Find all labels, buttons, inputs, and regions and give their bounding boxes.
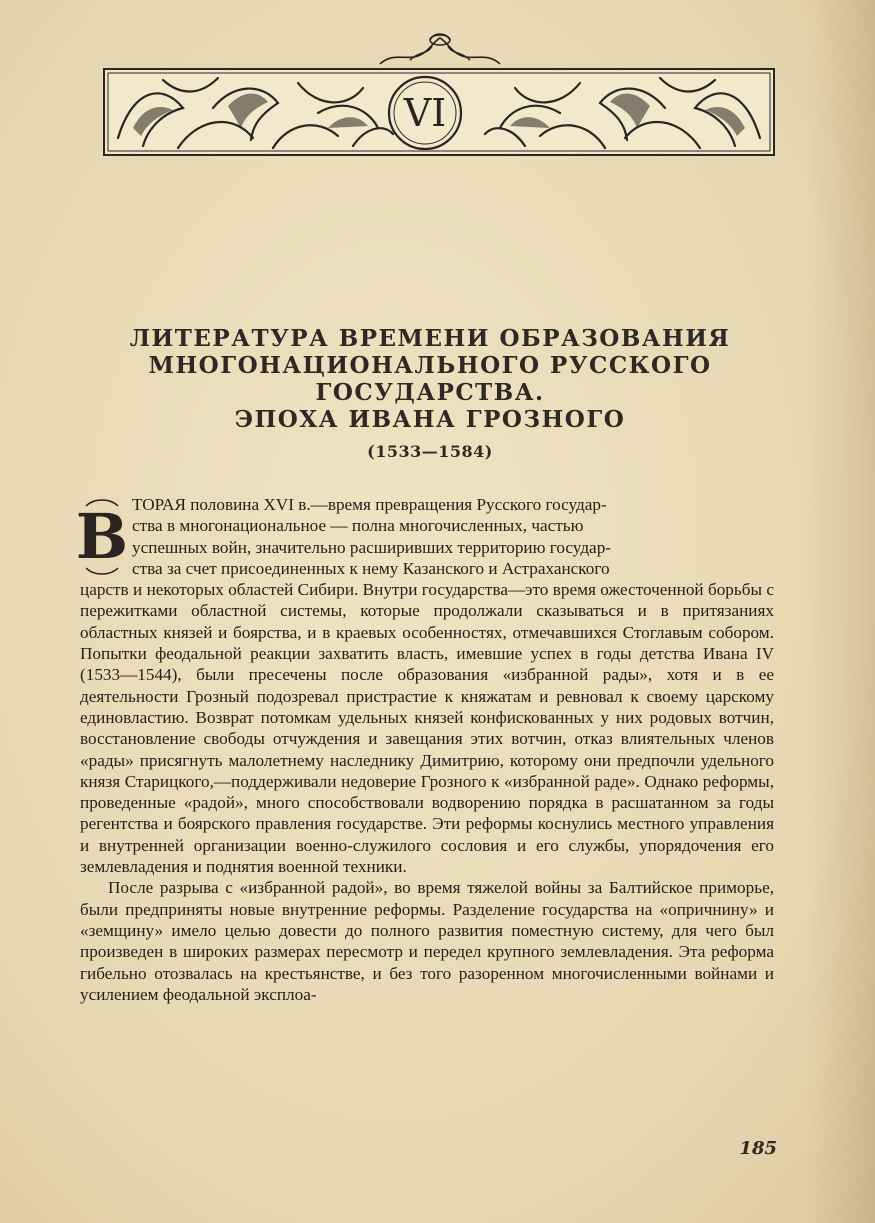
title-line: ЭПОХА ИВАНА ГРОЗНОГО [234, 406, 626, 433]
dropcap-letter: В [75, 500, 129, 573]
top-scroll-ornament [370, 30, 510, 70]
page-number: 185 [739, 1138, 777, 1159]
page-edge-shadow [805, 0, 875, 1223]
title-line: ГОСУДАРСТВА. [315, 379, 545, 406]
body-line: ТОРАЯ половина XVI в.—время превращения Русского государ- [132, 495, 607, 514]
title-line: МНОГОНАЦИОНАЛЬНОГО РУССКОГО [148, 352, 712, 379]
title-years: (1533—1584) [367, 442, 493, 461]
title-line: ЛИТЕРАТУРА ВРЕМЕНИ ОБРАЗОВАНИЯ [129, 325, 731, 352]
chapter-numeral: VI [403, 91, 447, 135]
body-line: ства за счет присоединенных к нему Казанского и Астраханского [132, 558, 610, 578]
chapter-title [80, 325, 780, 461]
paragraph: После разрыва с «избранной радой», во время тяжелой войны за Балтийское приморье, были предприняты новые внутренние реформы. Разделение государства на «опричнину» и «земщину» имело целью довести до полного развития поместную систему, для чего был произведен в широких размерах пересмотр и передел крупного землевладения. Эта реформа гибельно отозвалась на крестьянстве, и без того разоренном многочисленными войнами и усилением феодальной эксплоа- [80, 878, 774, 1004]
body-line: успешных войн, значительно расширивших территорию государ- [132, 537, 612, 557]
body-line: ства в многонациональное — полна многочисленных, частью [132, 516, 584, 536]
paragraph: царств и некоторых областей Сибири. Внутри государства—это время ожесточенной борьбы с пережитками областной системы, которые продолжали сказываться и в притязаниях областных князей и боярства, и в краевых особенностях, отмечавшихся Стоглавым собором. Попытки феодальной реакции захватить власть, имевшие успех в годы детства Ивана IV (1533—1544), были пресечены после образования «избранной рады», хотя и в ее деятельности Грозный подозревал пристрастие к княжатам и ревновал к своему царскому единовластию. Возврат потомкам удельных князей конфискованных у них родовых вотчин, восстановление свободы отчуждения и завещания этих вотчин, отказ влиятельных членов «рады» присягнуть малолетнему наследнику Димитрию, которому они предпочли удельного князя Старицкого,—поддерживали недоверие Грозного к «избранной раде». Однако реформы, проведенные «радой», много способствовали водворению порядка в расшатанном за годы регентства и боярского правления государстве. Эти реформы коснулись местного управления и внутренней организации военно-служилого сословия и его службы, упорядочения его землевладения и поднятия военной техники. [80, 580, 774, 877]
body-text [80, 494, 774, 1005]
